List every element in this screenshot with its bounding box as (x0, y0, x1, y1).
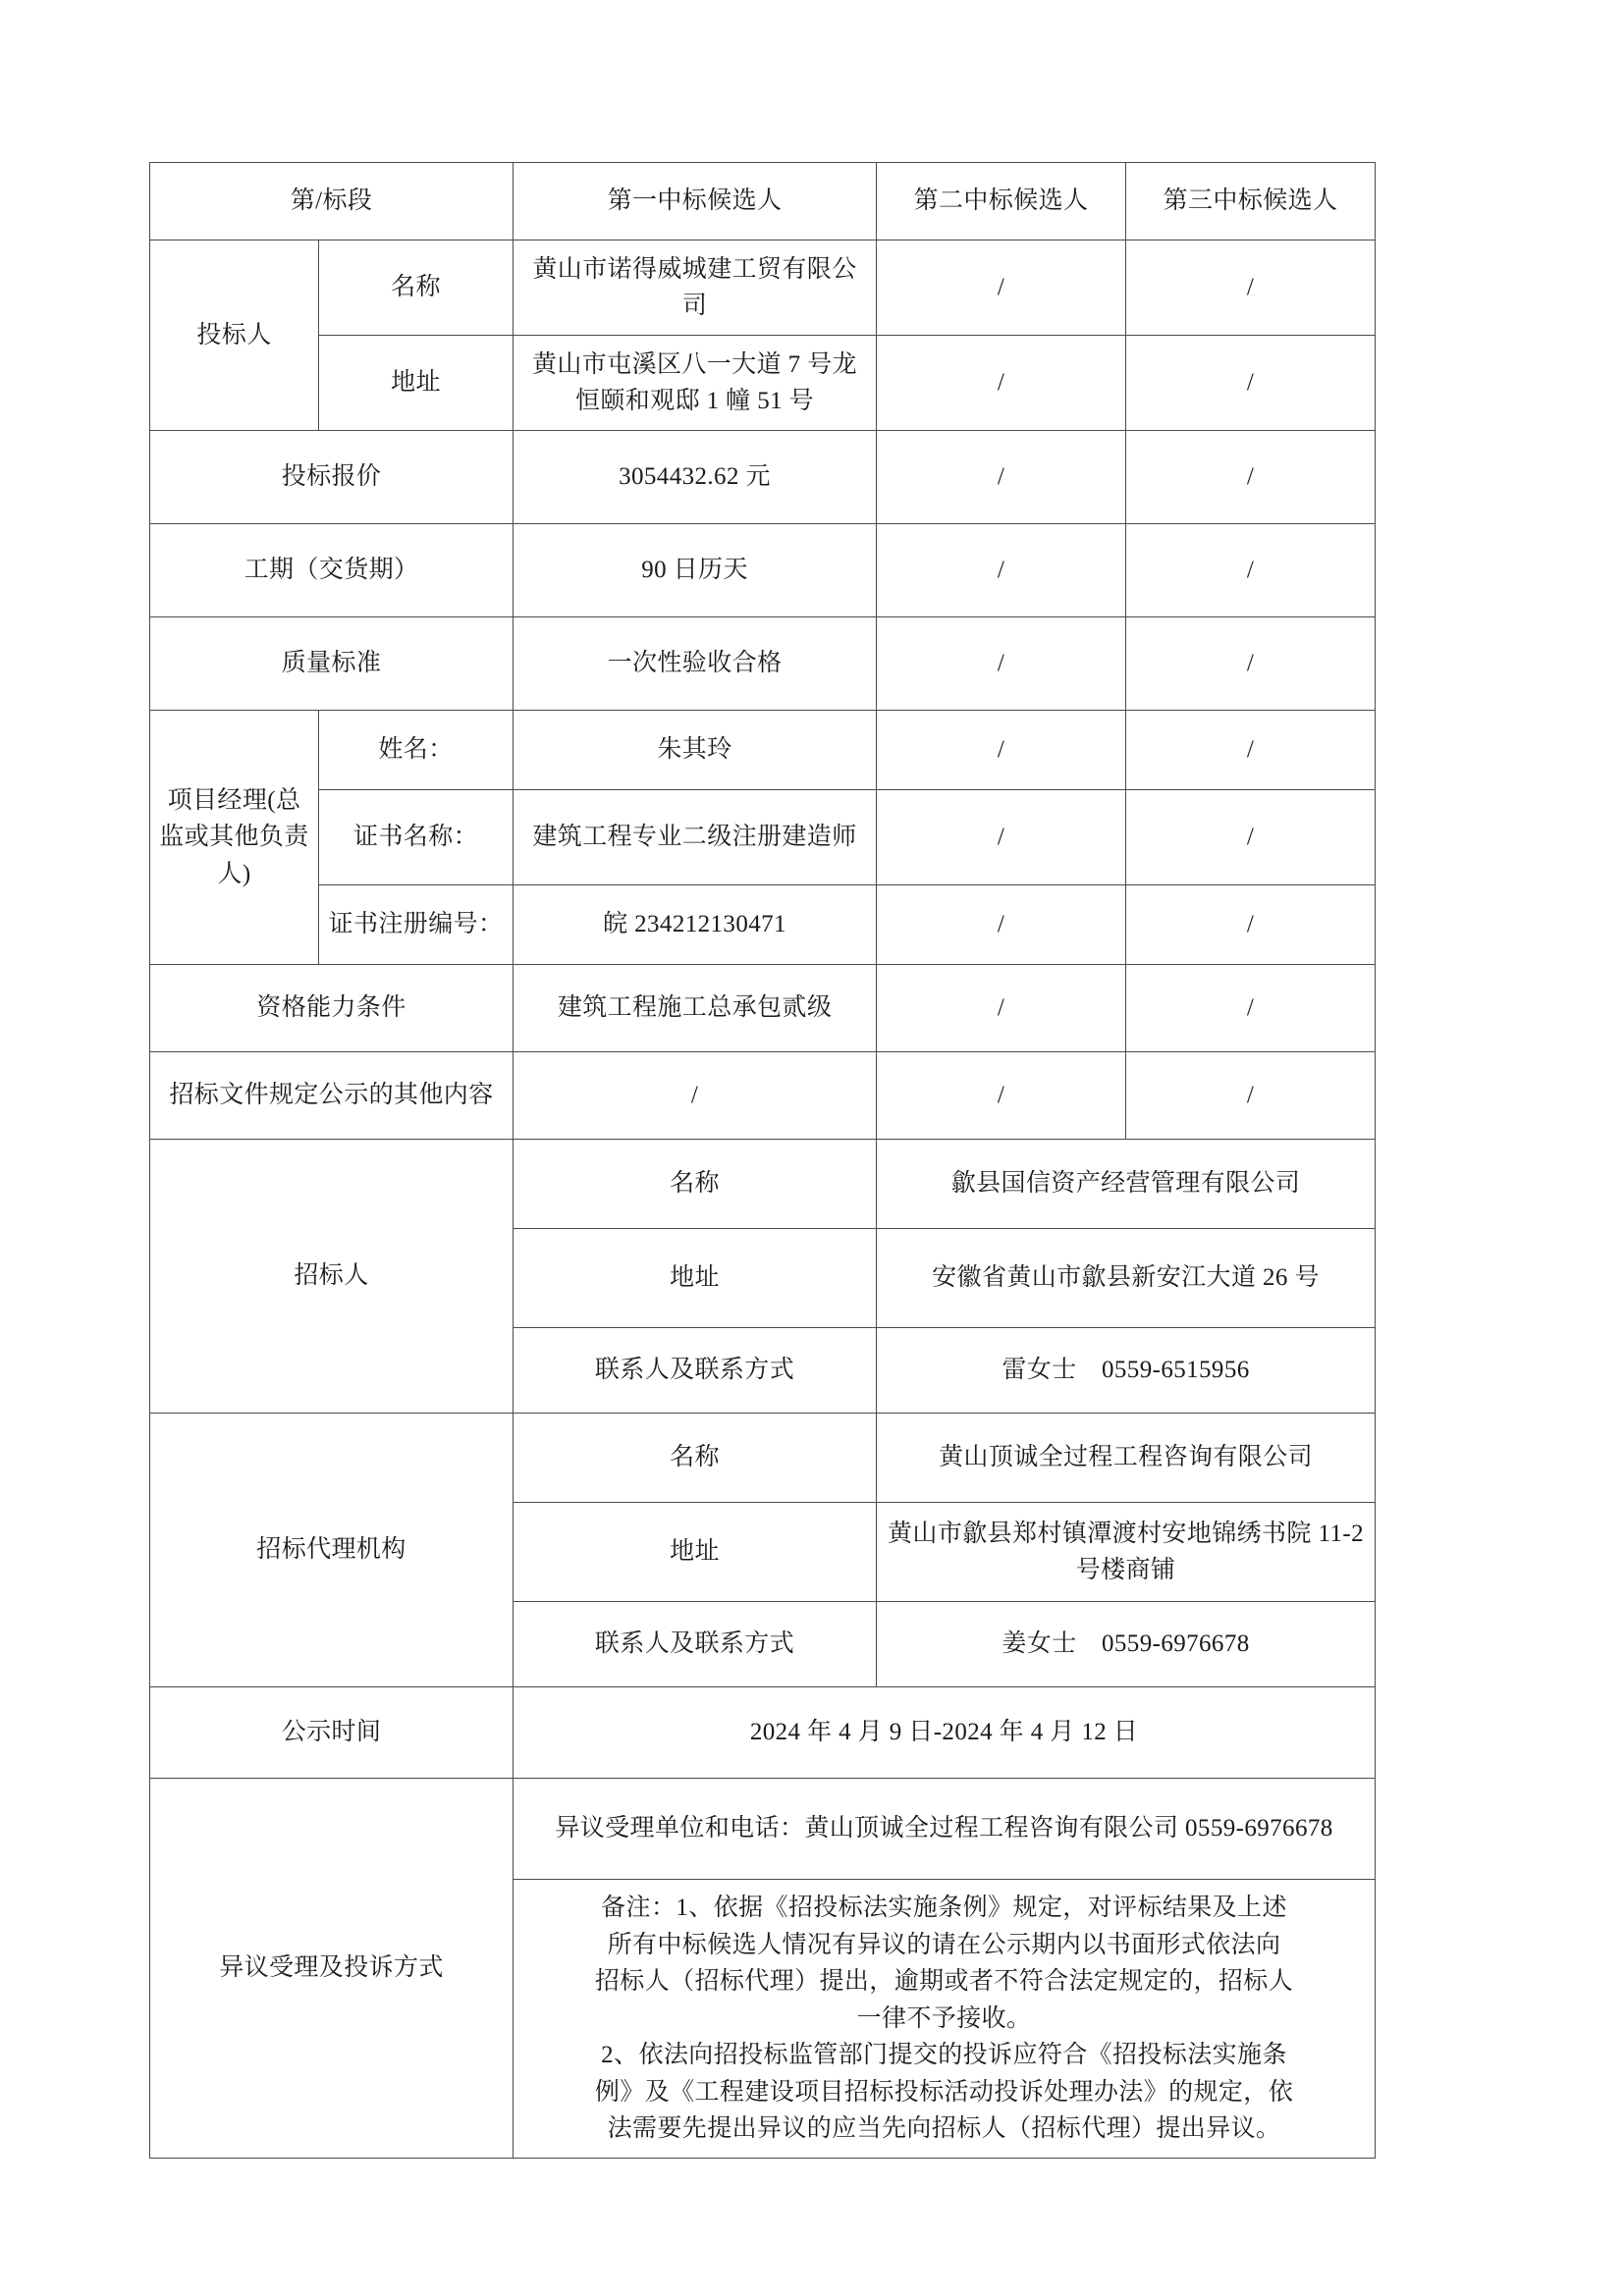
objection-note-line-5: 2、依法向招投标监管部门提交的投诉应符合《招投标法实施条 (601, 2042, 1287, 2068)
objection-unit-line-2: 0559-6976678 (1185, 1815, 1333, 1842)
other-content-value: / (514, 1052, 877, 1140)
manager-cert-no-label: 证书注册编号： (319, 885, 514, 965)
objection-note-line-1: 备注：1、依据《招投标法实施条例》规定，对评标结果及上述 (601, 1895, 1287, 1921)
bid-price-value: 3054432.62 元 (514, 431, 877, 524)
bid-price-candidate-3: / (1126, 431, 1376, 524)
quality-candidate-2: / (877, 617, 1126, 711)
manager-cert-no-value: 皖 234212130471 (514, 885, 877, 965)
table-row-bid-price (150, 431, 1376, 524)
manager-group-label: 项目经理(总监或其他负责人) (150, 711, 319, 965)
tenderee-address-label: 地址 (514, 1229, 877, 1328)
table-row-other-content (150, 1052, 1376, 1140)
objection-notes-cell (514, 1880, 1376, 2159)
bid-candidate-table-container (149, 162, 1375, 2159)
manager-cert-name-candidate-3: / (1126, 790, 1376, 885)
bid-price-candidate-2: / (877, 431, 1126, 524)
table-row-bidder-address (150, 336, 1376, 431)
qualification-candidate-2: / (877, 965, 1126, 1052)
objection-unit-line-1: 异议受理单位和电话：黄山顶诚全过程工程咨询有限公司 (555, 1815, 1179, 1842)
header-section-label: 第/标段 (150, 163, 514, 240)
manager-name-candidate-2: / (877, 711, 1126, 790)
qualification-candidate-3: / (1126, 965, 1376, 1052)
objection-note-line-2: 所有中标候选人情况有异议的请在公示期内以书面形式依法向 (607, 1931, 1281, 1958)
manager-cert-no-candidate-2: / (877, 885, 1126, 965)
manager-cert-no-candidate-3: / (1126, 885, 1376, 965)
agency-contact-value: 姜女士 0559-6976678 (877, 1602, 1376, 1687)
qualification-value: 建筑工程施工总承包贰级 (514, 965, 877, 1052)
quality-value: 一次性验收合格 (514, 617, 877, 711)
agency-contact-label: 联系人及联系方式 (514, 1602, 877, 1687)
table-row-tenderee-name (150, 1140, 1376, 1229)
table-row-agency-name (150, 1414, 1376, 1503)
duration-candidate-3: / (1126, 524, 1376, 617)
agency-address-label: 地址 (514, 1503, 877, 1602)
tenderee-name-label: 名称 (514, 1140, 877, 1229)
table-row-qualification (150, 965, 1376, 1052)
manager-cert-name-candidate-2: / (877, 790, 1126, 885)
agency-group-label: 招标代理机构 (150, 1414, 514, 1687)
agency-address-value: 黄山市歙县郑村镇潭渡村安地锦绣书院 11-2 号楼商铺 (877, 1503, 1376, 1602)
table-row-objection-unit (150, 1779, 1376, 1880)
bidder-name-candidate-3: / (1126, 240, 1376, 336)
header-candidate-2: 第二中标候选人 (877, 163, 1126, 240)
tenderee-address-value: 安徽省黄山市歙县新安江大道 26 号 (877, 1229, 1376, 1328)
manager-cert-name-value: 建筑工程专业二级注册建造师 (514, 790, 877, 885)
table-header-row (150, 163, 1376, 240)
manager-name-candidate-3: / (1126, 711, 1376, 790)
table-row-publicity-time (150, 1687, 1376, 1779)
bidder-group-label: 投标人 (150, 240, 319, 431)
bidder-name-value: 黄山市诺得威城建工贸有限公司 (514, 240, 877, 336)
objection-note-line-7: 法需要先提出异议的应当先向招标人（招标代理）提出异议。 (607, 2115, 1281, 2142)
other-content-candidate-2: / (877, 1052, 1126, 1140)
bidder-name-candidate-2: / (877, 240, 1126, 336)
manager-name-value: 朱其玲 (514, 711, 877, 790)
objection-note-line-6: 例》及《工程建设项目招标投标活动投诉处理办法》的规定，依 (594, 2078, 1294, 2106)
tenderee-name-value: 歙县国信资产经营管理有限公司 (877, 1140, 1376, 1229)
manager-cert-name-label: 证书名称： (319, 790, 514, 885)
tenderee-contact-label: 联系人及联系方式 (514, 1328, 877, 1414)
table-row-manager-name (150, 711, 1376, 790)
bidder-name-label: 名称 (319, 240, 514, 336)
table-row-manager-cert-no (150, 885, 1376, 965)
objection-label: 异议受理及投诉方式 (150, 1779, 514, 2159)
bid-price-label: 投标报价 (150, 431, 514, 524)
table-row-duration (150, 524, 1376, 617)
agency-name-value: 黄山顶诚全过程工程咨询有限公司 (877, 1414, 1376, 1503)
quality-label: 质量标准 (150, 617, 514, 711)
quality-candidate-3: / (1126, 617, 1376, 711)
duration-candidate-2: / (877, 524, 1126, 617)
objection-note-line-3: 招标人（招标代理）提出，逾期或者不符合法定规定的，招标人 (594, 1968, 1294, 1995)
publicity-label: 公示时间 (150, 1687, 514, 1779)
publicity-value: 2024 年 4 月 9 日-2024 年 4 月 12 日 (514, 1687, 1376, 1779)
table-row-manager-cert-name (150, 790, 1376, 885)
objection-note-line-4: 一律不予接收。 (856, 2004, 1032, 2032)
table-row-quality (150, 617, 1376, 711)
duration-value: 90 日历天 (514, 524, 877, 617)
duration-label: 工期（交货期） (150, 524, 514, 617)
header-candidate-3: 第三中标候选人 (1126, 163, 1376, 240)
manager-name-label: 姓名： (319, 711, 514, 790)
bidder-address-candidate-3: / (1126, 336, 1376, 431)
objection-unit-cell (514, 1779, 1376, 1880)
bidder-address-label: 地址 (319, 336, 514, 431)
header-candidate-1: 第一中标候选人 (514, 163, 877, 240)
bidder-address-value: 黄山市屯溪区八一大道 7 号龙恒颐和观邸 1 幢 51 号 (514, 336, 877, 431)
other-content-candidate-3: / (1126, 1052, 1376, 1140)
bid-candidate-table (149, 162, 1376, 2159)
bidder-address-candidate-2: / (877, 336, 1126, 431)
qualification-label: 资格能力条件 (150, 965, 514, 1052)
tenderee-contact-value: 雷女士 0559-6515956 (877, 1328, 1376, 1414)
agency-name-label: 名称 (514, 1414, 877, 1503)
other-content-label: 招标文件规定公示的其他内容 (150, 1052, 514, 1140)
table-row-bidder-name (150, 240, 1376, 336)
tenderee-group-label: 招标人 (150, 1140, 514, 1414)
